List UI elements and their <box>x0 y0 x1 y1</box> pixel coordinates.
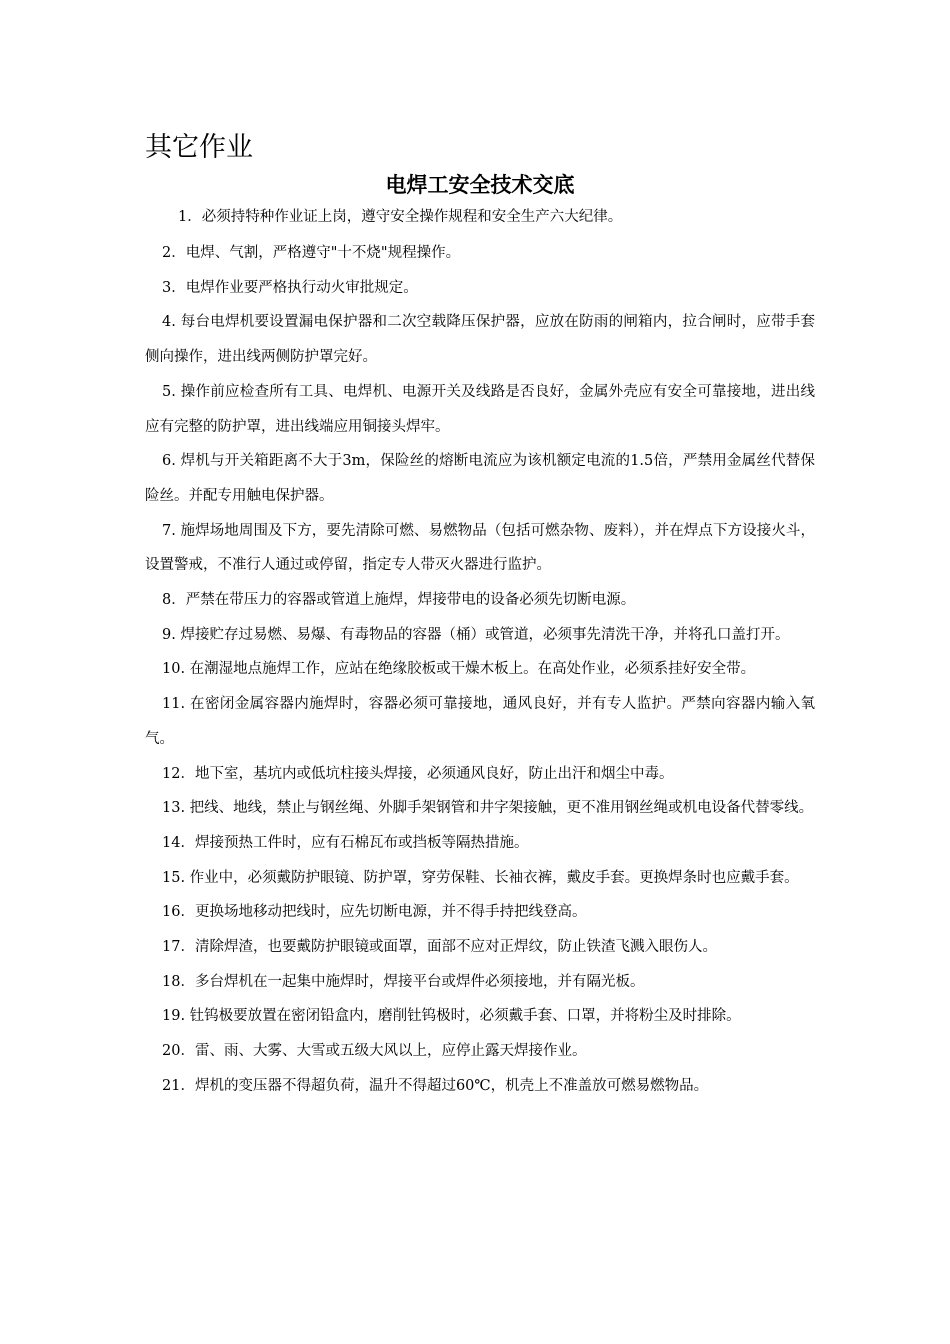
list-item: 10. 在潮湿地点施焊工作，应站在绝缘胶板或干燥木板上。在高处作业，必须系挂好安全带。 <box>162 661 756 678</box>
section-heading: 其它作业 <box>145 132 253 163</box>
list-item: 16．更换场地移动把线时，应先切断电源，并不得手持把线登高。 <box>162 904 587 921</box>
list-item: 15. 作业中，必须戴防护眼镜、防护罩，穿劳保鞋、长袖衣裤，戴皮手套。更换焊条时也应戴手套。 <box>162 869 799 886</box>
list-item: 5. 操作前应检查所有工具、电焊机、电源开关及线路是否良好，金属外壳应有安全可靠接地，进出线应有完整的防护罩，进出线端应用铜接头焊牢。 <box>145 383 815 435</box>
list-item: 12．地下室，基坑内或低坑柱接头焊接，必须通风良好，防止出汗和烟尘中毒。 <box>162 765 674 782</box>
list-item: 6. 焊机与开关箱距离不大于3m，保险丝的熔断电流应为该机额定电流的1.5倍，严禁用金属丝代替保险丝。并配专用触电保护器。 <box>145 453 815 504</box>
document-page <box>145 128 815 1104</box>
list-item: 4. 每台电焊机要设置漏电保护器和二次空载降压保护器，应放在防雨的闸箱内，拉合闸时，应带手套侧向操作，进出线两侧防护罩完好。 <box>145 314 815 366</box>
list-item: 21．焊机的变压器不得超负荷，温升不得超过60℃，机壳上不准盖放可燃易燃物品。 <box>162 1077 709 1094</box>
list-item: 18．多台焊机在一起集中施焊时，焊接平台或焊件必须接地，并有隔光板。 <box>162 973 645 990</box>
list-item: 9. 焊接贮存过易燃、易爆、有毒物品的容器（桶）或管道，必须事先清洗干净，并将孔口盖打开。 <box>162 626 790 643</box>
list-item: 14．焊接预热工件时，应有石棉瓦布或挡板等隔热措施。 <box>162 834 529 851</box>
list-item: 20．雷、雨、大雾、大雪或五级大风以上，应停止露天焊接作业。 <box>162 1043 587 1060</box>
list-item: 19. 钍钨极要放置在密闭铅盒内，磨削钍钨极时，必须戴手套、口罩，并将粉尘及时排除。 <box>162 1008 741 1025</box>
list-item: 13. 把线、地线，禁止与钢丝绳、外脚手架钢管和井字架接触，更不准用钢丝绳或机电设备代替零线。 <box>162 800 814 817</box>
list-item: 8．严禁在带压力的容器或管道上施焊，焊接带电的设备必须先切断电源。 <box>162 592 636 609</box>
list-item: 11. 在密闭金属容器内施焊时，容器必须可靠接地，通风良好，并有专人监护。严禁向容器内输入氧气。 <box>145 696 815 747</box>
list-item: 7. 施焊场地周围及下方，要先清除可燃、易燃物品（包括可燃杂物、废料），并在焊点下方设接火斗，设置警戒，不准行人通过或停留，指定专人带灭火器进行监护。 <box>145 522 815 574</box>
list-item: 17．清除焊渣，也要戴防护眼镜或面罩，面部不应对正焊纹，防止铁渣飞溅入眼伤人。 <box>162 939 717 956</box>
list-item: 1．必须持特种作业证上岗，遵守安全操作规程和安全生产六大纪律。 <box>178 209 623 225</box>
document-title: 电焊工安全技术交底 <box>385 173 575 197</box>
list-item: 2．电焊、气割，严格遵守"十不烧"规程操作。 <box>162 245 461 261</box>
list-item: 3．电焊作业要严格执行动火审批规定。 <box>162 279 418 296</box>
